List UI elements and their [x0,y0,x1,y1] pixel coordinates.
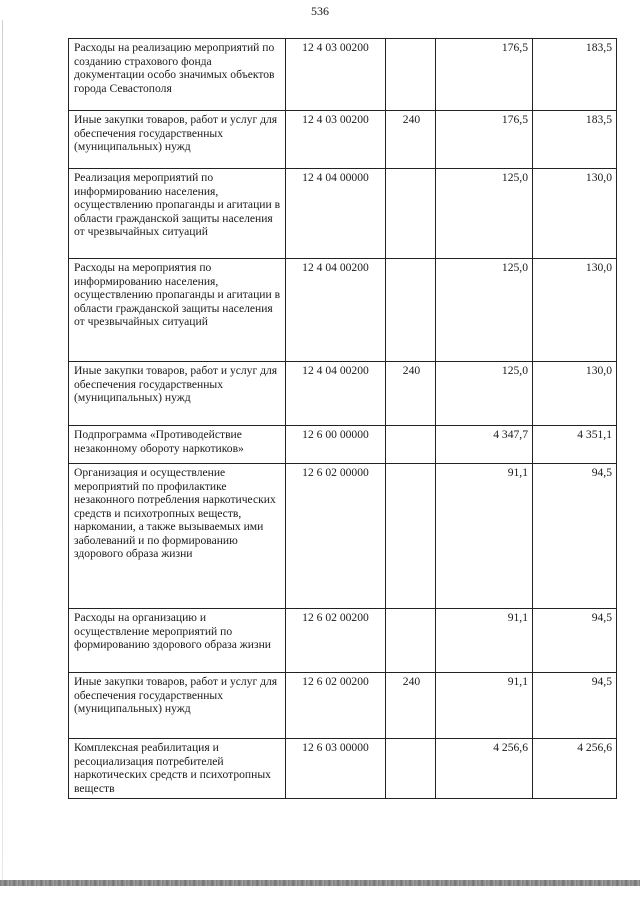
row-value-2: 130,0 [533,259,617,362]
row-name: Комплексная реабилитация и ресоциализация потребителей наркотических средств и психотропных веществ [69,739,286,799]
row-code: 12 4 04 00200 [286,259,386,362]
row-code: 12 4 03 00200 [286,111,386,169]
row-value-2: 183,5 [533,39,617,111]
row-code: 12 4 04 00200 [286,362,386,426]
row-value-2: 130,0 [533,169,617,259]
row-value-2: 4 351,1 [533,426,617,464]
row-code: 12 6 02 00200 [286,673,386,739]
row-value-1: 4 347,7 [436,426,533,464]
row-code: 12 6 03 00000 [286,739,386,799]
table-row [69,362,617,426]
table-row [69,739,617,799]
row-name: Подпрограмма «Противодействие незаконному обороту наркотиков» [69,426,286,464]
row-code: 12 6 00 00000 [286,426,386,464]
row-value-2: 130,0 [533,362,617,426]
table-row [69,169,617,259]
row-name: Расходы на мероприятия по информированию населения, осуществлению пропаганды и агитации в области гражданской защиты населения от чрезвычайных ситуаций [69,259,286,362]
row-value-1: 91,1 [436,673,533,739]
row-name: Расходы на организацию и осуществление мероприятий по формированию здорового образа жизни [69,609,286,673]
row-code: 12 6 02 00000 [286,464,386,609]
row-expense-type [386,609,436,673]
row-name: Организация и осуществление мероприятий по профилактике незаконного потребления наркотических средств и психотропных веществ, наркомании, а также вызываемых ими заболеваний и по формированию здорового образа жизни [69,464,286,609]
row-code: 12 6 02 00200 [286,609,386,673]
table-row [69,39,617,111]
row-expense-type [386,259,436,362]
row-value-2: 94,5 [533,609,617,673]
table-row [69,464,617,609]
table-row [69,609,617,673]
page-number: 536 [311,4,329,18]
row-value-2: 94,5 [533,464,617,609]
row-value-2: 94,5 [533,673,617,739]
row-value-1: 125,0 [436,169,533,259]
table-row [69,426,617,464]
row-name: Иные закупки товаров, работ и услуг для обеспечения государственных (муниципальных) нужд [69,673,286,739]
row-value-1: 176,5 [436,39,533,111]
row-code: 12 4 04 00000 [286,169,386,259]
row-expense-type: 240 [386,111,436,169]
scan-bottom-band [0,880,640,886]
budget-table [68,38,617,799]
row-value-1: 176,5 [436,111,533,169]
row-name: Реализация мероприятий по информированию населения, осуществлению пропаганды и агитации в области гражданской защиты населения от чрезвычайных ситуаций [69,169,286,259]
row-value-1: 91,1 [436,609,533,673]
row-expense-type [386,464,436,609]
row-value-1: 4 256,6 [436,739,533,799]
row-name: Расходы на реализацию мероприятий по созданию страхового фонда документации особо значимых объектов города Севастополя [69,39,286,111]
row-value-2: 183,5 [533,111,617,169]
row-value-1: 91,1 [436,464,533,609]
row-expense-type [386,426,436,464]
row-value-2: 4 256,6 [533,739,617,799]
row-value-1: 125,0 [436,259,533,362]
scan-edge-line [2,20,3,880]
table-row [69,673,617,739]
row-expense-type: 240 [386,673,436,739]
row-name: Иные закупки товаров, работ и услуг для обеспечения государственных (муниципальных) нужд [69,111,286,169]
row-expense-type [386,39,436,111]
row-expense-type [386,739,436,799]
row-code: 12 4 03 00200 [286,39,386,111]
table-row [69,259,617,362]
row-expense-type: 240 [386,362,436,426]
row-value-1: 125,0 [436,362,533,426]
table-row [69,111,617,169]
row-name: Иные закупки товаров, работ и услуг для обеспечения государственных (муниципальных) нужд [69,362,286,426]
row-expense-type [386,169,436,259]
